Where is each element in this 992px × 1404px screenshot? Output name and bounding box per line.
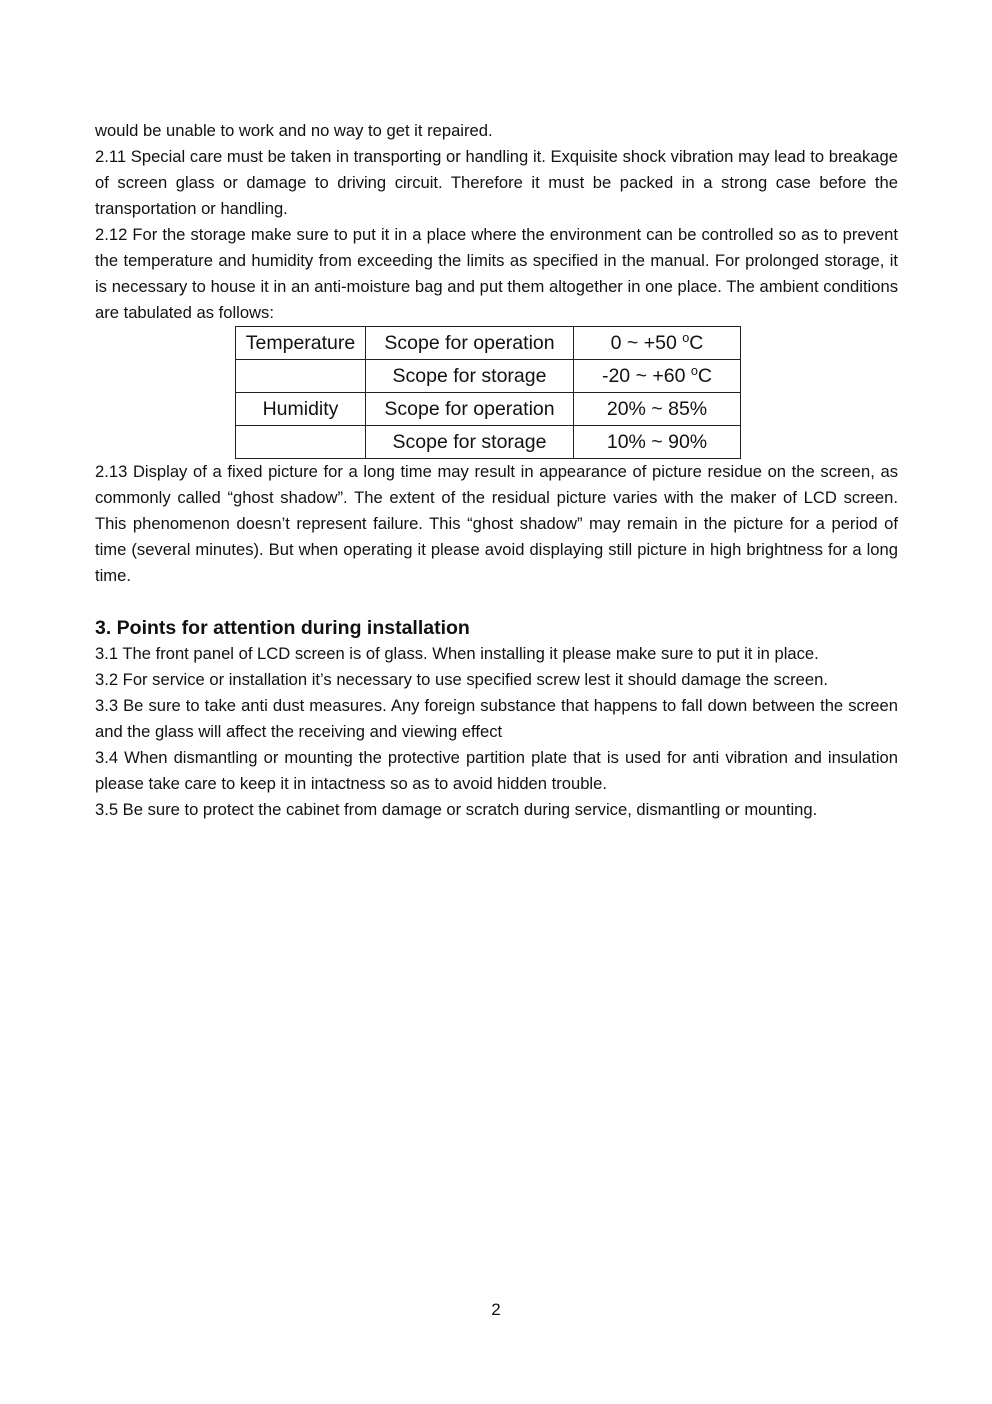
table-row xyxy=(236,393,741,426)
item-3-4: 3.4 When dismantling or mounting the protective partition plate that is used for anti vibration and insulation please take care to keep it in intactness so as to avoid hidden trouble. xyxy=(95,748,898,793)
value-main: 0 ~ +50 xyxy=(610,332,683,354)
value-cell xyxy=(574,327,741,360)
ambient-conditions-table xyxy=(235,326,741,459)
item-3-1: 3.1 The front panel of LCD screen is of glass. When installing it please make sure to put it in place. xyxy=(95,644,819,663)
parameter-cell: Temperature xyxy=(236,327,366,360)
table-row xyxy=(236,327,741,360)
paragraph-2-11: 2.11 Special care must be taken in transporting or handling it. Exquisite shock vibration may lead to breakage of screen glass or damage to driving circuit. Therefore it must be packed in a strong case before the transportation or handling. xyxy=(95,147,898,218)
degree-superscript: o xyxy=(682,331,690,346)
section-heading: 3. Points for attention during installation xyxy=(95,617,470,639)
paragraph-2-12: 2.12 For the storage make sure to put it in a place where the environment can be controlled so as to prevent the temperature and humidity from exceeding the limits as specified in the manual. For prolonged storage, it is necessary to house it in an anti-moisture bag and put them altogether in one place. The ambient conditions are tabulated as follows: xyxy=(95,225,898,322)
item-3-3: 3.3 Be sure to take anti dust measures. Any foreign substance that happens to fall down between the screen and the glass will affect the receiving and viewing effect xyxy=(95,696,898,741)
degree-superscript: o xyxy=(690,364,698,379)
value-cell xyxy=(574,360,741,393)
value-main: -20 ~ +60 xyxy=(601,365,691,387)
page-content xyxy=(95,118,898,823)
value-cell xyxy=(574,426,741,459)
table-row xyxy=(236,360,741,393)
page-number: 2 xyxy=(491,1300,501,1319)
value-main: 20% ~ 85% xyxy=(606,398,708,420)
value-unit: C xyxy=(697,365,713,387)
parameter-cell xyxy=(236,360,366,393)
parameter-cell xyxy=(236,426,366,459)
scope-cell: Scope for operation xyxy=(366,327,574,360)
paragraph-2-13: 2.13 Display of a fixed picture for a long time may result in appearance of picture residue on the screen, as commonly called “ghost shadow”. The extent of the residual picture varies with the maker of LCD screen. This phenomenon doesn’t represent failure. This “ghost shadow” may remain in the picture for a period of time (several minutes). But when operating it please avoid displaying still picture in high brightness for a long time. xyxy=(95,462,898,585)
parameter-cell: Humidity xyxy=(236,393,366,426)
paragraph-continuation: would be unable to work and no way to get it repaired. xyxy=(95,121,493,140)
scope-cell: Scope for storage xyxy=(366,360,574,393)
value-unit: C xyxy=(689,332,704,354)
table-row xyxy=(236,426,741,459)
value-cell xyxy=(574,393,741,426)
scope-cell: Scope for storage xyxy=(366,426,574,459)
value-main: 10% ~ 90% xyxy=(606,431,708,453)
item-3-2: 3.2 For service or installation it’s necessary to use specified screw lest it should damage the screen. xyxy=(95,670,828,689)
scope-cell: Scope for operation xyxy=(366,393,574,426)
item-3-5: 3.5 Be sure to protect the cabinet from damage or scratch during service, dismantling or mounting. xyxy=(95,800,818,819)
